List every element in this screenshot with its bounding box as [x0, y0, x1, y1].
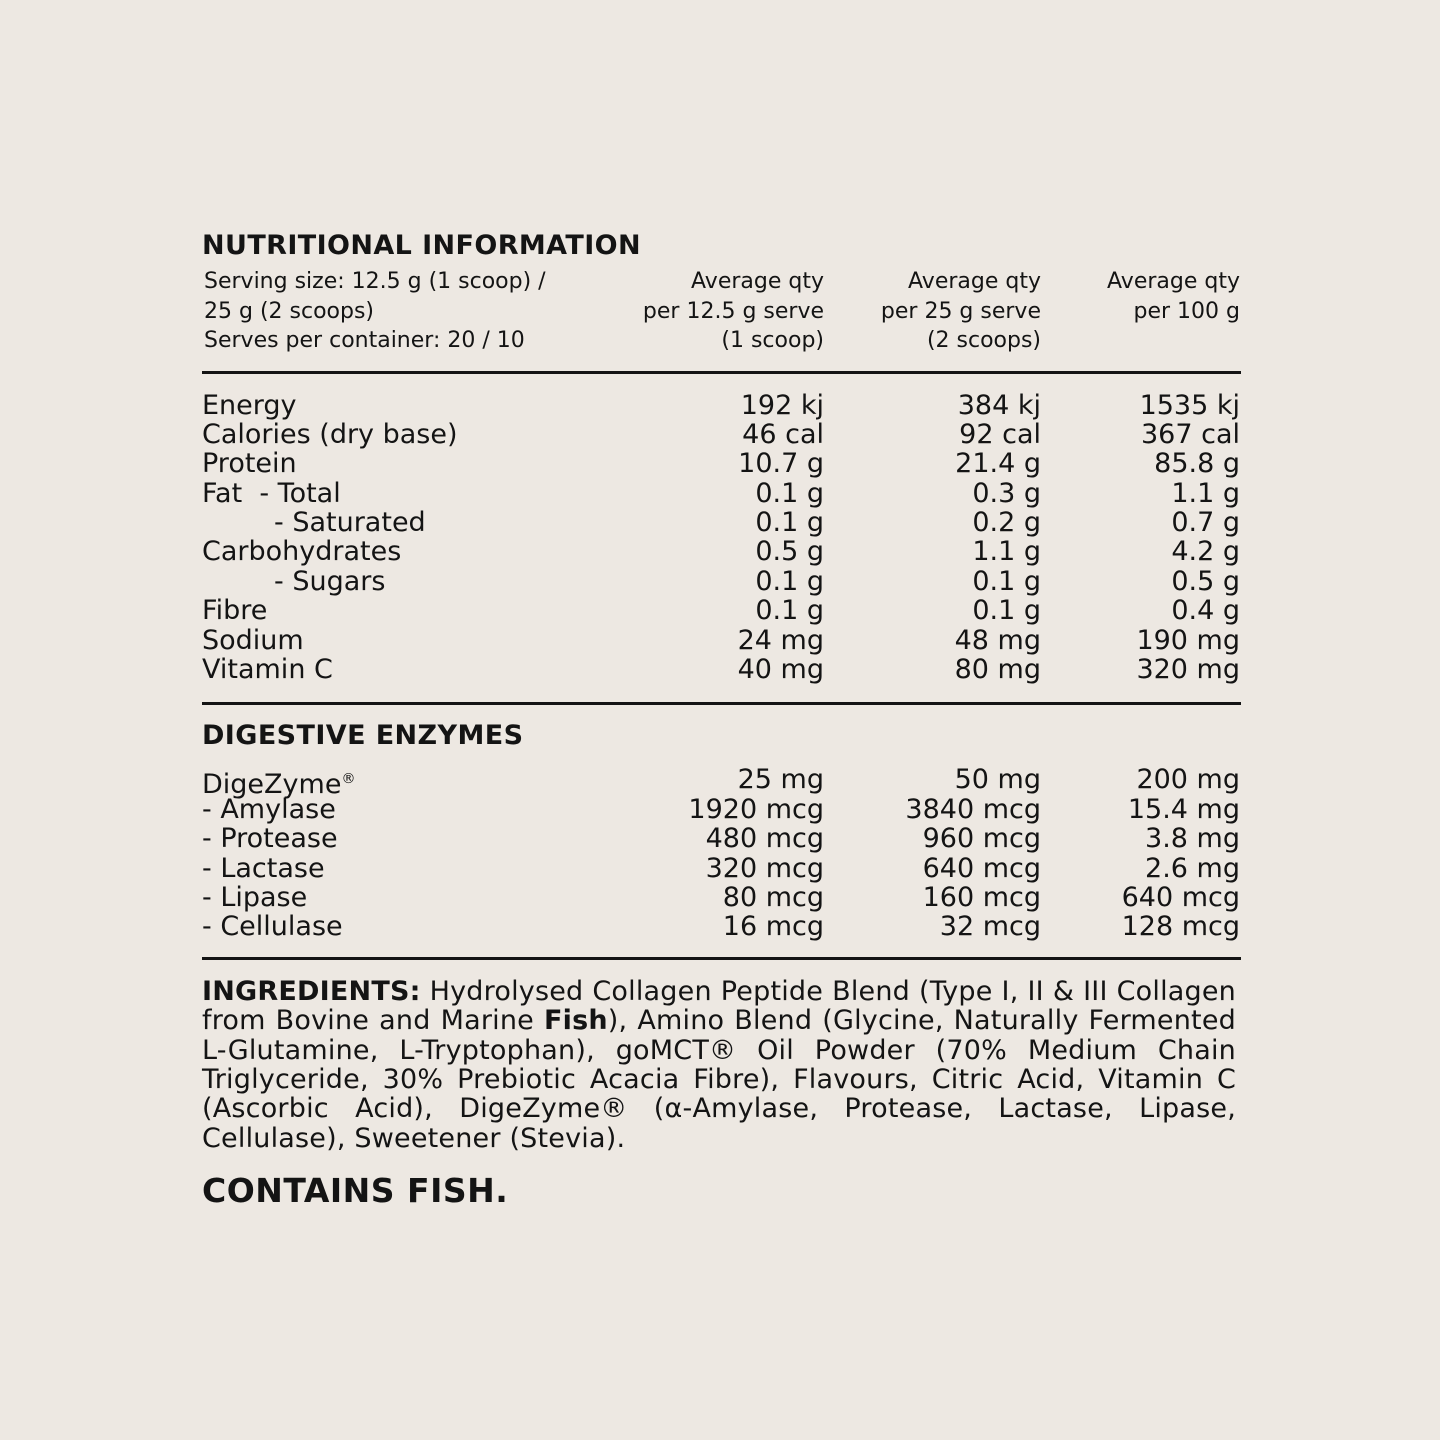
column-header-2-scoops: Average qty per 25 g serve (2 scoops)	[880, 269, 1041, 353]
row-label: Fat - Total	[202, 477, 341, 509]
row-value: 1535 kj	[1139, 389, 1240, 421]
table-row	[202, 420, 1240, 449]
row-value: 80 mg	[954, 654, 1041, 686]
row-value: 0.1 g	[755, 565, 824, 597]
row-label: - Cellulase	[202, 911, 343, 943]
row-value: 0.1 g	[755, 507, 824, 539]
divider	[202, 957, 1241, 960]
table-row	[202, 824, 1240, 853]
table-row	[202, 883, 1240, 912]
row-value: 1.1 g	[972, 536, 1041, 568]
row-value: 0.1 g	[972, 565, 1041, 597]
row-value: 160 mcg	[922, 881, 1041, 913]
ingredients-part-2: ), Amino Blend (Glycine, Naturally Fermented L-Glutamine, L-Tryptophan), goMCT® Oil Powder (70% Medium Chain Triglyceride, 30% Prebiotic Acacia Fibre), Flavours, Citric Acid, Vitamin C (Ascorbic Acid), DigeZyme® (α-Amylase, Protease, Lactase, Lipase, Cellulase), Sweetener (Stevia).	[202, 1005, 1236, 1154]
row-value: 0.7 g	[1171, 507, 1240, 539]
table-row	[202, 508, 1240, 537]
row-value: 0.5 g	[755, 536, 824, 568]
row-value: 367 cal	[1140, 418, 1240, 450]
row-value: 25 mg	[737, 764, 824, 796]
row-value: 40 mg	[737, 654, 824, 686]
table-row	[202, 912, 1240, 941]
row-label: - Amylase	[202, 793, 336, 825]
serves-per-container: Serves per container: 20 / 10	[204, 328, 525, 353]
table-row	[202, 479, 1240, 508]
nutrition-panel	[202, 228, 1240, 1211]
divider	[202, 702, 1241, 705]
row-value: 320 mcg	[705, 852, 824, 884]
row-value: 640 mcg	[922, 852, 1041, 884]
row-value: 80 mcg	[722, 881, 824, 913]
row-value: 0.2 g	[972, 507, 1041, 539]
serving-size-line-2: 25 g (2 scoops)	[204, 298, 375, 324]
ingredients-label: INGREDIENTS:	[202, 975, 421, 1007]
row-value: 15.4 mg	[1127, 793, 1240, 825]
row-value: 1920 mcg	[688, 793, 824, 825]
ingredients-text	[202, 977, 1236, 1153]
nutrition-rows	[202, 391, 1240, 685]
row-label: - Lactase	[202, 852, 325, 884]
row-label: Vitamin C	[202, 654, 333, 686]
table-row	[202, 795, 1240, 824]
row-value: 4.2 g	[1171, 536, 1240, 568]
row-label: Energy	[202, 389, 297, 421]
table-row	[202, 764, 1240, 801]
table-row	[202, 655, 1240, 684]
ingredients-part-1: Hydrolysed Collagen Peptide Blend (Type I, II & III Collagen from Bovine and Marine	[202, 975, 1236, 1037]
table-row	[202, 854, 1240, 883]
row-label: Sodium	[202, 624, 304, 656]
row-value: 46 cal	[742, 418, 824, 450]
row-value: 10.7 g	[738, 448, 824, 480]
row-label: - Lipase	[202, 881, 308, 913]
row-label: - Saturated	[274, 507, 426, 539]
row-value: 0.5 g	[1171, 565, 1240, 597]
row-value: 1.1 g	[1171, 477, 1240, 509]
row-label: - Protease	[202, 823, 338, 855]
enzymes-title: DIGESTIVE ENZYMES	[202, 720, 524, 752]
serving-size-line: Serving size: 12.5 g (1 scoop) /	[204, 269, 546, 294]
table-row	[202, 596, 1240, 625]
row-value: 21.4 g	[955, 448, 1041, 480]
row-label: Calories (dry base)	[202, 418, 458, 450]
row-value: 384 kj	[957, 389, 1041, 421]
column-header-100g: Average qty per 100 g	[1107, 269, 1240, 324]
row-value: 2.6 mg	[1145, 852, 1240, 884]
allergen-statement: CONTAINS FISH.	[202, 1171, 509, 1211]
row-label: Protein	[202, 448, 297, 480]
row-value: 0.3 g	[972, 477, 1041, 509]
row-value: 48 mg	[954, 624, 1041, 656]
row-value: 128 mcg	[1121, 911, 1240, 943]
row-value: 3840 mcg	[905, 793, 1041, 825]
row-value: 320 mg	[1136, 654, 1240, 686]
row-value: 16 mcg	[722, 911, 824, 943]
row-value: 200 mg	[1136, 764, 1240, 796]
row-value: 0.1 g	[972, 595, 1041, 627]
serving-info	[202, 267, 622, 356]
row-value: 50 mg	[954, 764, 1041, 796]
row-label: - Sugars	[274, 565, 386, 597]
row-label: Carbohydrates	[202, 536, 402, 568]
registered-mark: ®	[341, 771, 356, 788]
nutrition-title: NUTRITIONAL INFORMATION	[202, 230, 641, 261]
row-value: 3.8 mg	[1145, 823, 1240, 855]
serving-header	[202, 267, 1240, 356]
table-row	[202, 449, 1240, 478]
row-value: 0.1 g	[755, 477, 824, 509]
row-label: Fibre	[202, 595, 268, 627]
divider	[202, 371, 1241, 374]
row-value: 32 mcg	[939, 911, 1041, 943]
row-value: 85.8 g	[1154, 448, 1240, 480]
table-row	[202, 626, 1240, 655]
table-row	[202, 537, 1240, 566]
allergen-highlight: Fish	[544, 1005, 608, 1037]
row-value: 640 mcg	[1121, 881, 1240, 913]
table-row	[202, 567, 1240, 596]
row-value: 0.1 g	[755, 595, 824, 627]
row-label	[202, 765, 622, 801]
row-value: 480 mcg	[705, 823, 824, 855]
row-value: 960 mcg	[922, 823, 1041, 855]
column-header-1-scoop: Average qty per 12.5 g serve (1 scoop)	[642, 269, 824, 353]
row-value: 190 mg	[1136, 624, 1240, 656]
digezyme-label: DigeZyme	[202, 769, 342, 801]
enzyme-rows	[202, 765, 1240, 941]
row-value: 0.4 g	[1171, 595, 1240, 627]
table-row	[202, 391, 1240, 420]
row-value: 192 kj	[740, 389, 824, 421]
row-value: 24 mg	[737, 624, 824, 656]
row-value: 92 cal	[959, 418, 1041, 450]
